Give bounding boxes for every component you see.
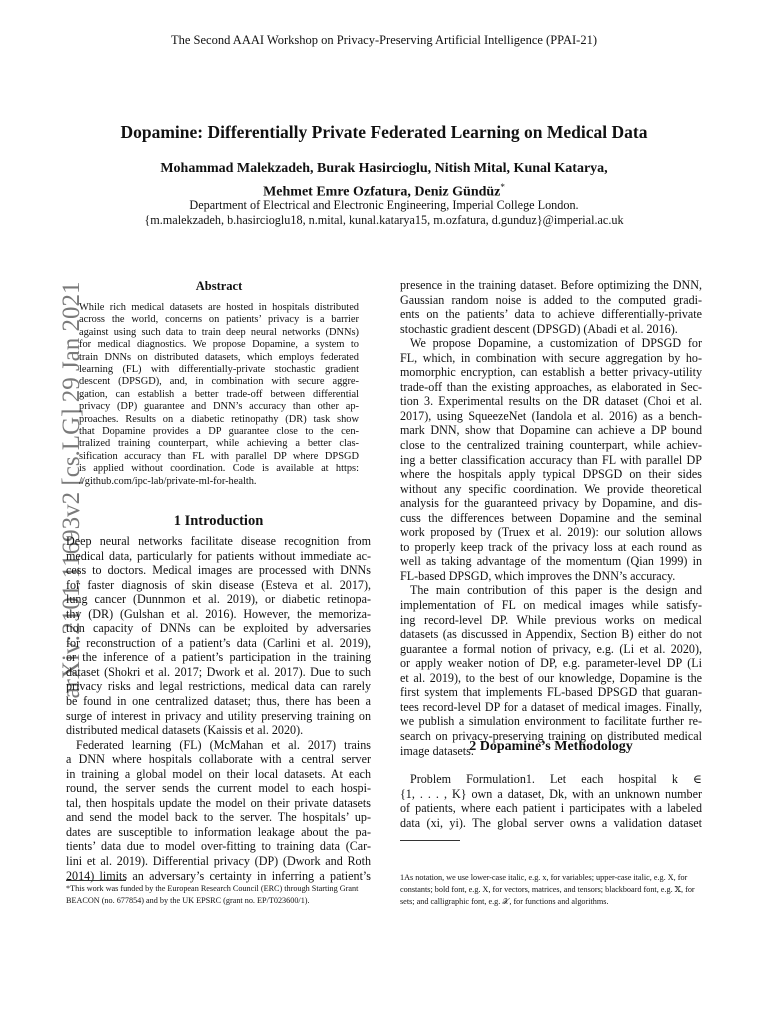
abstract-line: for medical diagnostics. We propose Dopamine, a system to [79,339,359,351]
body-line: tees record-level DP for a dataset of medical images. Finally, [400,699,702,714]
author-footnote-mark: * [500,182,505,192]
body-line: for faster diagnosis of skin disease (Esteva et al. 2017), [66,577,371,592]
author-line-2-text: Mehmet Emre Ozfatura, Deniz Gündüz [263,184,501,200]
abstract-line: proaches. Results on a diabetic retinopathy (DR) task show [79,413,359,425]
department: Department of Electrical and Electronic Engineering, Imperial College London. [189,198,579,212]
abstract-line: gation, can establish a better trade-off between differential [79,388,359,400]
body-line: implementation of FL on medical images while satisfy- [400,598,702,613]
body-line: stochastic gradient descent (DPSGD) (Abadi et al. 2016). [400,321,678,336]
body-line: Deep neural networks facilitate disease recognition from [66,534,371,548]
body-line: in training a global model on their local datasets. At each [66,766,371,781]
body-line: momorphic encryption, can establish a better privacy-utility [400,365,702,380]
body-line: ing a better classification accuracy than FL with parallel DP [400,452,702,467]
footnote-left: *This work was funded by the European Research Council (ERC) through Starting Grant BEACON (no. 677854) and by the UK EPSRC (grant no. EP/T023600/1). [66,884,359,905]
section-2-heading: 2 Dopamine’s Methodology [469,739,633,754]
body-line: ing record-level DP. While previous works on medical [400,612,702,627]
body-line: FL-based DPSGD, which improves the DNN’s accuracy. [400,568,676,583]
abstract-line: While rich medical datasets are hosted in hospitals distributed [79,302,359,313]
abstract-line: tralized training counterpart, while achieving a better clas- [79,438,359,450]
body-line: or the inference of a patient’s participation in the training [66,650,371,665]
author-list [0,160,768,202]
code-url-link[interactable]: //github.com/ipc-lab/private-ml-for-health. [79,475,257,487]
body-line: et al. 2019), to the best of our knowledge, Dopamine is the [400,670,702,685]
body-line: search on privacy-preserving training on distributed medical [400,728,702,743]
body-line: analysis for the guaranteed privacy by Dopamine, and dis- [400,496,702,511]
abstract-line: sification accuracy than FL with parallel DP where DPSGD [79,450,359,462]
workshop-header: The Second AAAI Workshop on Privacy-Preserving Artificial Intelligence (PPAI-21) [171,33,597,47]
footnote-rule-right [400,840,460,841]
body-line: lung cancer (Dunnmon et al. 2019), or diabetic retinopa- [66,592,371,607]
abstract-line: across the world, concerns on patients’ privacy is a barrier [79,314,359,326]
body-line: surge of interest in privacy and utility preserving training on [66,708,371,723]
section-2-body [400,772,702,830]
email-list: {m.malekzadeh, b.hasircioglu18, n.mital, kunal.katarya15, m.ozfatura, d.gunduz}@imperial.ac.uk [144,213,624,227]
footnote-rule-left [66,880,126,881]
footnote-right: 1As notation, we use lower-case italic, e.g. x, for variables; upper-case italic, e.g. X, for constants; bold font, e.g. X, for vectors, matrices, and tensors; blackboard font, e.g. 𝕏, for sets; and calligraphic font, e.g. 𝒳, for functions and algorithms. [400,873,695,906]
right-column-body [400,278,702,758]
body-line: well as taking advantage of the momentum (Qian 1999) in [400,554,702,569]
body-line: mark DNN, show that Dopamine can achieve a DP bound [400,423,702,438]
body-line: where the hospitals apply typical DPSGD on their sides [400,467,702,482]
body-line: 2017), using SqueezeNet (Iandola et al. 2016) as a bench- [400,408,702,423]
body-line: Federated learning (FL) (McMahan et al. 2017) trains [76,737,371,752]
body-line: guarantee a formal notion of privacy, e.g. (Li et al. 2020), [400,641,702,656]
abstract-heading: Abstract [195,279,243,293]
body-line: tal, then hospitals update the model on their private datasets [66,795,371,810]
body-line: ents on the patients’ data to achieve differentially-private [400,307,702,322]
body-line: data (xi, yi). The global server owns a validation dataset [400,815,702,830]
body-line: of patients, where each patient i participates with a labeled [400,801,702,816]
arxiv-identifier: arXiv:2101.11693v2 [cs.LG] 29 Jan 2021 [58,281,85,699]
body-line: to properly keep track of the privacy loss at each round as [400,539,702,554]
abstract-line: against using such data to train deep neural networks (DNNs) [79,326,359,338]
abstract-line: is applied without coordination. Code is available at https: [79,463,359,475]
body-line: we publish a simulation environment to facilitate further re- [400,714,702,729]
section-1-heading: 1 Introduction [173,513,264,529]
body-line: or apply weaker notion of DP, e.g. parameter-level DP (Li [400,656,702,671]
abstract-line: descent (DPSGD), and, in combination with secure aggre- [79,376,359,388]
body-line: The main contribution of this paper is the design and [410,583,702,598]
body-line: datasets (as discussed in Appendix, Section B) either do not [400,627,702,642]
body-line: Problem Formulation1. Let each hospital k ∈ [410,772,702,786]
abstract-line: train DNNs on distributed datasets, which employs federated [79,351,359,363]
body-line: Gaussian random noise is added to the computed gradi- [400,292,702,307]
abstract-line: privacy (DP) guarantee and DNN’s accuracy than other ap- [79,401,359,413]
body-line: image datasets. [400,743,474,758]
body-line: tients’ data due to model over-fitting to training data (Car- [66,839,371,854]
body-line: cess to doctors. Medical images are processed with DNNs [66,563,371,578]
body-line: and send the model back to the server. The hospitals’ up- [66,810,371,825]
body-line: be found in one centralized dataset; thus, there has been a [66,694,371,709]
body-line: dates are susceptible to information leakage about the pa- [66,824,371,839]
body-line: trade-off than the existing approaches, as elaborated in Sec- [400,379,702,394]
body-line: medical data, particularly for patients without immediate ac- [66,548,371,563]
body-line: tion 3. Experimental results on the DR dataset (Choi et al. [400,394,702,409]
body-line: a DNN where hospitals collaborate with a central server [66,752,371,767]
body-line: FL, which, in combination with secure aggregation by ho- [400,350,702,365]
body-line: {1, . . . , K} own a dataset, Dk, with an unknown number [400,786,702,801]
abstract-line: learning (FL) with differentially-private stochastic gradient [79,364,359,376]
body-line: presence in the training dataset. Before optimizing the DNN, [400,278,702,292]
body-line: cuss the differences between Dopamine and the seminal [400,510,702,525]
body-line: first system that implements FL-based DPSGD that guaran- [400,685,702,700]
body-line: lini et al. 2019). Differential privacy (DP) (Dwork and Roth [66,854,371,869]
author-line-1: Mohammad Malekzadeh, Burak Hasircioglu, Nitish Mital, Kunal Katarya, [160,161,608,176]
body-line: tion capacity of DNNs can be exploited by adversaries [66,621,371,636]
body-line: 2014) limits an adversary’s certainty in inferring a patient’s [66,868,371,883]
left-column-body [66,534,371,883]
affiliation [0,198,768,228]
body-line: without any specific coordination. We provide theoretical [400,481,702,496]
body-line: thy (DR) (Gulshan et al. 2016). However, the memoriza- [66,606,371,621]
body-line: round, the server sends the current model to each hospi- [66,781,371,796]
body-line: privacy risks and legal restrictions, medical data can rarely [66,679,371,694]
body-line: work proposed by (Truex et al. 2019): our solution allows [400,525,702,540]
abstract-line: that Dopamine provides a DP guarantee close to the cen- [79,426,359,438]
abstract-body [79,302,359,488]
body-line: We propose Dopamine, a customization of DPSGD for [410,336,702,351]
paper-title: Dopamine: Differentially Private Federated Learning on Medical Data [120,122,648,142]
body-line: close to the centralized training counterpart, while achiev- [400,438,702,453]
body-line: dataset (Shokri et al. 2017; Dwork et al. 2017). Due to such [66,664,371,679]
body-line: distributed medical datasets (Kaissis et al. 2020). [66,723,304,738]
body-line: for reconstruction of a patient’s data (Carlini et al. 2019), [66,635,371,650]
